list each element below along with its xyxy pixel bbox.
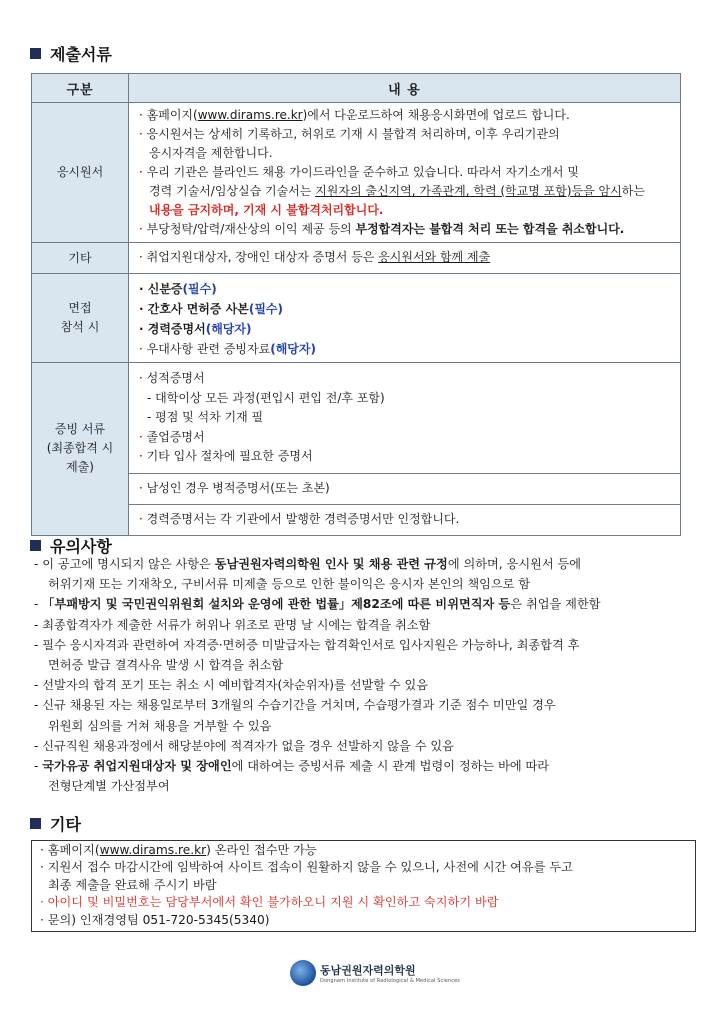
table-row-interview [32, 274, 681, 363]
content-proof: · 성적증명서 - 대학이상 모든 과정(편입시 편입 전/후 포함) - 평점 및 석차 기재 필 · 졸업증명서 · 기타 입사 절차에 필요한 증명서 [129, 363, 681, 474]
list-item: - 최종합격자가 제출한 서류가 허위나 위조로 판명 날 시에는 합격을 취소함 [34, 617, 431, 632]
homepage-link[interactable]: www.dirams.re.kr [99, 843, 207, 857]
table-row-etc [32, 243, 681, 274]
list-item: 면허증 발급 결격사유 발생 시 합격을 취소함 [48, 658, 284, 673]
list-item: 위원회 심의를 거쳐 채용을 거부할 수 있음 [48, 718, 272, 733]
list-item: 최종 제출을 완료해 주시기 바람 [48, 877, 217, 892]
category-interview: 면접 참석 시 [32, 274, 129, 363]
notes-list [34, 554, 684, 796]
content-application: · 홈페이지(www.dirams.re.kr)에서 다운로드하여 채용응시화면에 업로드 합니다. · 응시원서는 상세히 기록하고, 허위로 기재 시 불합격 처리하며, 이후 우리기관의 응시자격을 제한합니다. · 우리 기관은 블라인드 채용 가이드라인을 준수하고 있습니다. 따라서 자기소개서 및 경력 기술서/임상실습 기술서는 지원자의 출신지역, 가족관계, 학력 (학교명 포함)등을 암시하는 내용을 금지하며, 기재 시 불합격처리합니다. · 부당청탁/압력/재산상의 이익 제공 등의 부정합격자는 불합격 처리 또는 합격을 취소합니다. [129, 103, 681, 243]
list-item: · 홈페이지(www.dirams.re.kr) 온라인 접수만 가능 [40, 843, 317, 857]
etc-box [31, 840, 696, 932]
section-title-docs: 제출서류 [30, 42, 112, 65]
header-category: 구분 [32, 74, 129, 103]
square-bullet-icon [30, 818, 41, 829]
table-row-application [32, 103, 681, 243]
documents-table [31, 73, 681, 536]
content-etc: · 취업지원대상자, 장애인 대상자 증명서 등은 응시원서와 함께 제출 [129, 243, 681, 274]
list-item: · 아이디 및 비밀번호는 담당부서에서 확인 불가하오니 지원 시 확인하고 숙지하기 바람 [40, 895, 499, 910]
list-item: - 신규직원 채용과정에서 해당분야에 적격자가 없을 경우 선발하지 않을 수 있음 [34, 738, 454, 753]
category-proof: 증빙 서류 (최종합격 시 제출) [32, 363, 129, 536]
category-application: 응시원서 [32, 103, 129, 243]
content-proof-military: · 남성인 경우 병적증명서(또는 초본) [129, 473, 681, 504]
square-bullet-icon [30, 540, 41, 551]
table-row-proof [32, 363, 681, 474]
table-row-proof-military [32, 473, 681, 504]
table-row-proof-career [32, 504, 681, 535]
list-item: 허위기재 또는 기재착오, 구비서류 미제출 등으로 인한 불이익은 응시자 본인의 책임으로 함 [48, 577, 531, 592]
footer-logo [290, 960, 460, 986]
org-name: 동남권원자력의학원 [320, 964, 416, 977]
list-item: - 선발자의 합격 포기 또는 취소 시 예비합격자(차순위자)를 선발할 수 있음 [34, 678, 429, 693]
list-item: - 국가유공 취업지원대상자 및 장애인에 대하여는 증빙서류 제출 시 관계 법령이 정하는 바에 따라 [34, 759, 550, 774]
category-etc: 기타 [32, 243, 129, 274]
list-item: · 문의) 인재경영팀 051-720-5345(5340) [40, 912, 270, 927]
list-item: - 이 공고에 명시되지 않은 사항은 동남권원자력의학원 인사 및 채용 관련 규정에 의하며, 응시원서 등에 [34, 557, 582, 571]
content-proof-career: · 경력증명서는 각 기관에서 발행한 경력증명서만 인정합니다. [129, 504, 681, 535]
list-item: · 지원서 접수 마감시간에 임박하여 사이트 접속이 원활하지 않을 수 있으니, 사전에 시간 여유를 두고 [40, 860, 573, 875]
content-interview: · 신분증(필수) · 간호사 면허증 사본(필수) · 경력증명서(해당자) · 우대사항 관련 증빙자료(해당자) [129, 274, 681, 363]
table-header-row [32, 74, 681, 103]
homepage-link[interactable]: www.dirams.re.kr [197, 108, 303, 122]
institute-logo-icon [290, 960, 316, 986]
section-title-notes: 유의사항 [30, 534, 112, 557]
list-item: - 「부패방지 및 국민권익위원회 설치와 운영에 관한 법률」제82조에 따른 비위면직자 등은 취업을 제한함 [34, 597, 601, 612]
square-bullet-icon [30, 48, 41, 59]
list-item: 전형단계별 가산점부여 [48, 779, 170, 794]
org-name-en: Dongnam Institute of Radiological & Medical Sciences [320, 978, 460, 984]
list-item: - 신규 채용된 자는 채용일로부터 3개월의 수습기간을 거치며, 수습평가결과 기준 점수 미만일 경우 [34, 698, 556, 713]
header-content: 내 용 [129, 74, 681, 103]
list-item: - 필수 응시자격과 관련하여 자격증·면허증 미발급자는 합격확인서로 입사지원은 가능하나, 최종합격 후 [34, 637, 580, 652]
section-title-etc: 기타 [30, 812, 81, 835]
